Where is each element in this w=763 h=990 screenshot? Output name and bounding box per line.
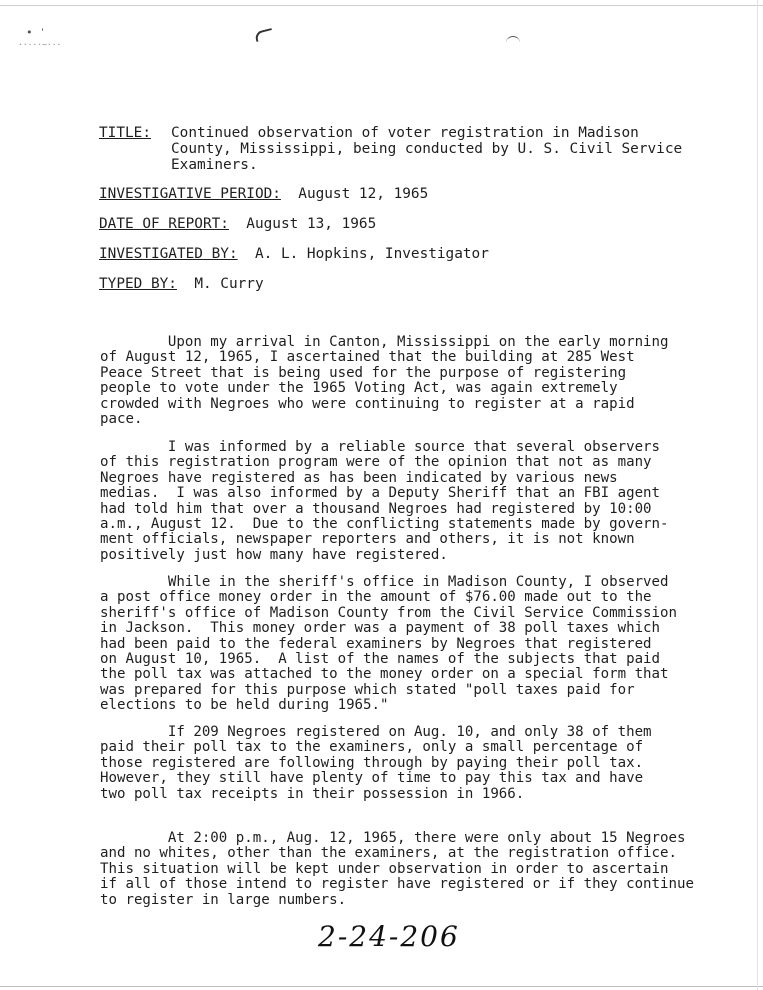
text-line: ment officials, newspaper reporters and others, it is not known — [100, 531, 635, 548]
field-label: INVESTIGATIVE PERIOD: — [99, 186, 281, 202]
text-line: pace. — [100, 411, 143, 428]
text-line: At 2:00 p.m., Aug. 12, 1965, there were only about 15 Negroes — [100, 830, 686, 846]
paragraph-poll-tax — [100, 725, 760, 802]
field-label: INVESTIGATED BY: — [99, 246, 238, 262]
text-line: a.m., August 12. Due to the conflicting statements made by govern- — [100, 516, 669, 533]
text-line: was prepared for this purpose which stated "poll taxes paid for — [100, 681, 635, 698]
handwritten-page-number: 2-24-206 — [318, 920, 460, 953]
text-line: to register in large numbers. — [100, 891, 347, 908]
scan-smudge-mark: ·····~··· — [18, 40, 62, 49]
text-line: had been paid to the federal examiners by Negroes that registered — [100, 635, 652, 652]
text-line: two poll tax receipts in their possession in 1966. — [100, 785, 525, 802]
text-line: Negroes have registered as has been indicated by various news — [100, 469, 618, 486]
text-line: crowded with Negroes who were continuing to register at a rapid — [100, 395, 635, 412]
investigative-period-field — [99, 187, 428, 202]
text-line: people to vote under the 1965 Voting Act, was again extremely — [100, 380, 618, 397]
field-value: August 13, 1965 — [246, 216, 377, 232]
text-line: of this registration program were of the opinion that not as many — [100, 454, 652, 471]
text-line: and no whites, other than the examiners, at the registration office. — [100, 845, 677, 862]
investigated-by-field — [99, 247, 489, 262]
title-line: Examiners. — [171, 156, 258, 173]
date-of-report-field — [99, 217, 376, 232]
pen-mark — [254, 28, 274, 42]
typed-by-field — [99, 277, 264, 292]
text-line: While in the sheriff's office in Madison County, I observed — [100, 574, 669, 590]
title-line: Continued observation of voter registration in Madison — [171, 125, 639, 141]
text-line: on August 10, 1965. A list of the names of the subjects that paid — [100, 651, 661, 668]
paragraph-money-order — [100, 575, 760, 714]
scan-smudge-mark: • ˈ — [26, 26, 46, 39]
paragraph-afternoon — [100, 831, 760, 908]
paragraph-informed — [100, 440, 760, 563]
text-line: the poll tax was attached to the money order on a special form that — [100, 666, 669, 683]
scan-bottom-edge — [0, 986, 763, 987]
scan-top-edge — [0, 5, 763, 6]
field-value: A. L. Hopkins, Investigator — [254, 246, 489, 262]
report-title — [99, 126, 731, 173]
text-line: a post office money order in the amount of $76.00 made out to the — [100, 589, 652, 606]
text-line: those registered are following through by paying their poll tax. — [100, 754, 644, 771]
text-line: Peace Street that is being used for the purpose of registering — [100, 364, 627, 381]
paragraph-arrival — [100, 335, 760, 427]
text-line: in Jackson. This money order was a payment of 38 poll taxes which — [100, 620, 661, 637]
text-line: positively just how many have registered. — [100, 546, 448, 563]
title-line: County, Mississippi, being conducted by U. S. Civil Service — [171, 140, 683, 157]
text-line: of August 12, 1965, I ascertained that the building at 285 West — [100, 349, 635, 366]
pen-mark — [506, 36, 520, 43]
text-line: paid their poll tax to the examiners, only a small percentage of — [100, 739, 644, 756]
title-text — [171, 126, 731, 173]
text-line: I was informed by a reliable source that several observers — [100, 439, 661, 455]
text-line: This situation will be kept under observation in order to ascertain — [100, 860, 669, 877]
text-line: elections to be held during 1965." — [100, 697, 389, 714]
text-line: if all of those intend to register have registered or if they continue — [100, 876, 694, 893]
text-line: medias. I was also informed by a Deputy Sheriff that an FBI agent — [100, 485, 661, 502]
text-line: However, they still have plenty of time to pay this tax and have — [100, 770, 644, 787]
text-line: If 209 Negroes registered on Aug. 10, and only 38 of them — [100, 724, 652, 740]
title-label: TITLE: — [99, 125, 151, 141]
field-value: August 12, 1965 — [298, 186, 429, 202]
text-line: Upon my arrival in Canton, Mississippi on the early morning — [100, 334, 669, 350]
field-value: M. Curry — [194, 276, 264, 292]
text-line: had told him that over a thousand Negroes had registered by 10:00 — [100, 500, 652, 517]
field-label: DATE OF REPORT: — [99, 216, 229, 232]
text-line: sheriff's office of Madison County from the Civil Service Commission — [100, 604, 677, 621]
field-label: TYPED BY: — [99, 276, 177, 292]
